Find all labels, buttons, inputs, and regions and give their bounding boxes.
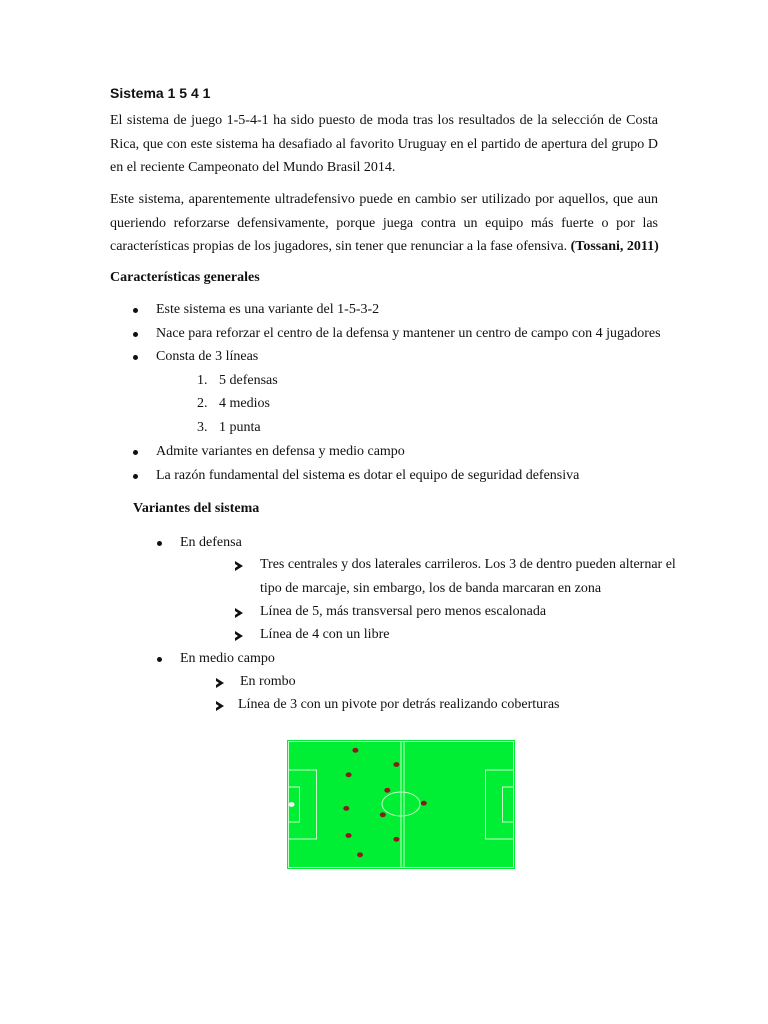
list-number: 3.: [197, 420, 208, 435]
midfielder-marker: [380, 812, 386, 817]
intro-paragraph: [110, 109, 658, 180]
defender-marker: [346, 833, 352, 838]
text-line: El sistema de juego 1-5-4-1 ha sido puesto de moda tras los resultados de la selección de Costa: [110, 113, 658, 128]
defender-marker: [343, 806, 349, 811]
arrow-bullet-icon: [235, 631, 243, 641]
sub-item: En rombo: [240, 674, 296, 689]
bullet-item: La razón fundamental del sistema es dotar el equipo de seguridad defensiva: [156, 468, 580, 483]
text-line: en el reciente Campeonato del Mundo Brasil 2014.: [110, 160, 396, 175]
goalkeeper-marker: [289, 802, 295, 807]
text-line: Rica, que con este sistema ha desafiado al favorito Uruguay en el partido de apertura del grupo D: [110, 136, 658, 152]
bullet-item: Consta de 3 líneas: [156, 349, 259, 364]
bullet-dot: [133, 332, 138, 337]
sub-item: Línea de 4 con un libre: [260, 627, 390, 642]
bullet-item: En medio campo: [180, 651, 275, 666]
bullet-dot: [157, 657, 162, 662]
bullet-item: Este sistema es una variante del 1-5-3-2: [156, 302, 380, 317]
section-title-general: Características generales: [110, 270, 260, 285]
defender-marker: [346, 772, 352, 777]
text-line-with-citation: [110, 235, 658, 259]
football-field-diagram: [287, 740, 515, 869]
list-item: 5 defensas: [219, 373, 278, 388]
list-item: 4 medios: [219, 396, 270, 411]
sub-item-continuation: tipo de marcaje, sin embargo, los de banda marcaran en zona: [260, 581, 602, 596]
forward-marker: [421, 801, 427, 806]
defender-marker: [357, 852, 363, 857]
midfielder-marker: [393, 762, 399, 767]
arrow-bullet-icon: [216, 701, 224, 711]
list-item: 1 punta: [219, 420, 261, 435]
arrow-bullet-icon: [235, 608, 243, 618]
text-line: queriendo reforzarse defensivamente, porque juega contra un equipo más fuerte o por las: [110, 215, 658, 231]
arrow-bullet-icon: [235, 561, 243, 571]
bullet-dot: [133, 450, 138, 455]
page-title: Sistema 1 5 4 1: [110, 85, 211, 101]
midfielder-marker: [384, 788, 390, 793]
midfielder-marker: [393, 837, 399, 842]
bullet-item: Nace para reforzar el centro de la defensa y mantener un centro de campo con 4 jugadores: [156, 326, 661, 341]
arrow-bullet-icon: [216, 678, 224, 688]
sub-item: Línea de 3 con un pivote por detrás realizando coberturas: [238, 697, 560, 712]
text-line: Este sistema, aparentemente ultradefensivo puede en cambio ser utilizado por aquellos, que aun: [110, 192, 658, 207]
bullet-item: Admite variantes en defensa y medio campo: [156, 444, 405, 459]
section-title-variants: Variantes del sistema: [133, 501, 260, 516]
bullet-item: En defensa: [180, 535, 242, 550]
sub-item: Línea de 5, más transversal pero menos escalonada: [260, 604, 547, 619]
list-number: 1.: [197, 373, 208, 388]
sub-item: Tres centrales y dos laterales carrileros. Los 3 de dentro pueden alternar el: [260, 557, 676, 572]
citation: (Tossani, 2011): [570, 239, 659, 254]
text-line: características propias de los jugadores, sin tener que renunciar a la fase ofensiva.: [110, 239, 568, 254]
list-number: 2.: [197, 396, 208, 411]
bullet-dot: [133, 308, 138, 313]
defender-marker: [352, 748, 358, 753]
bullet-dot: [133, 474, 138, 479]
bullet-dot: [133, 355, 138, 360]
bullet-dot: [157, 541, 162, 546]
second-paragraph: [110, 188, 658, 259]
